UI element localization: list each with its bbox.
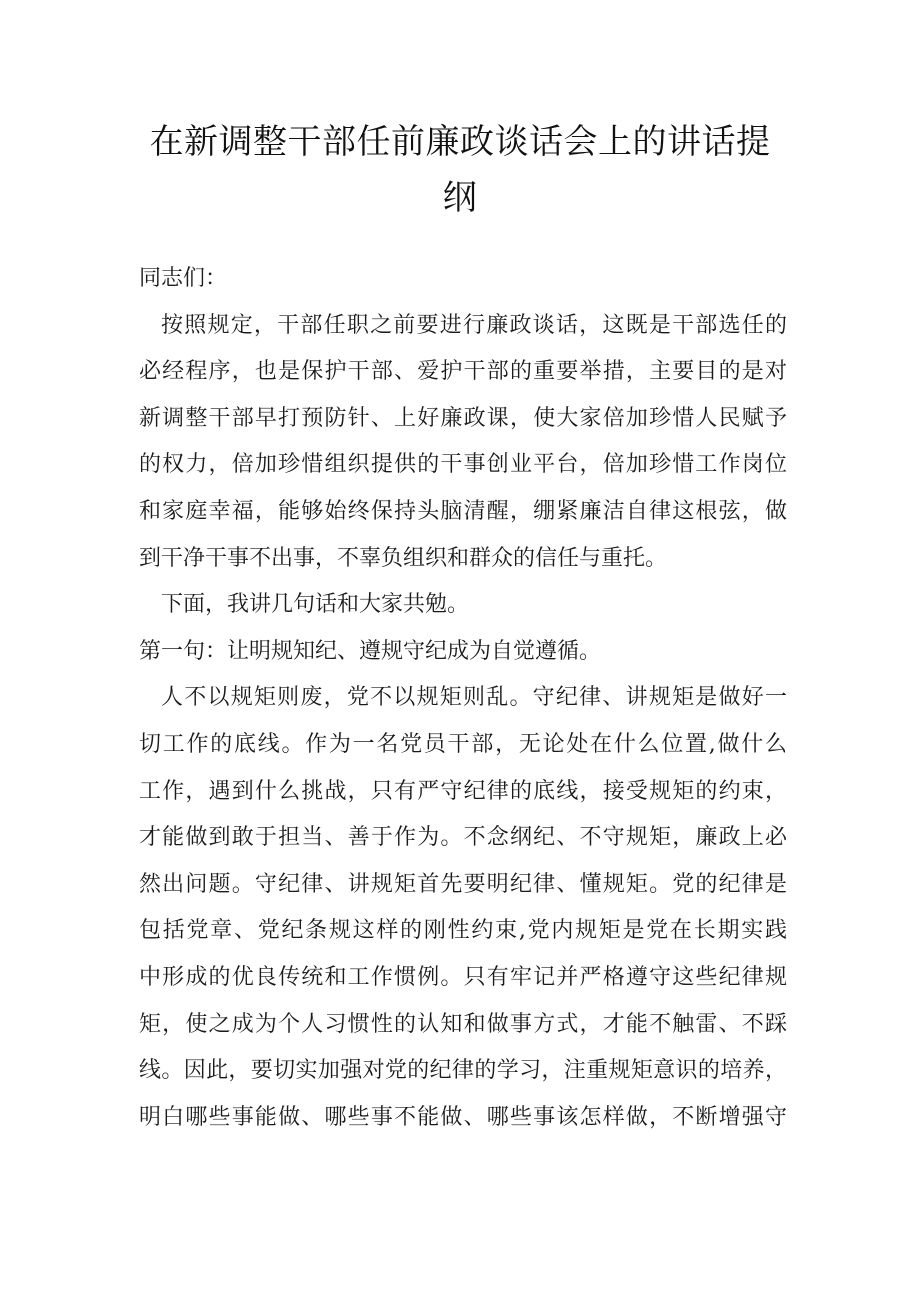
paragraph-line: 和家庭幸福，能够始终保持头脑清醒，绷紧廉洁自律这根弦，做: [139, 498, 787, 524]
document-body: [139, 256, 787, 1141]
paragraph-line: 的权力，倍加珍惜组织提供的干事创业平台，倍加珍惜工作岗位: [139, 452, 787, 478]
paragraph-line: 然出问题。守纪律、讲规矩首先要明纪律、懂规矩。党的纪律是: [139, 871, 787, 897]
paragraph-line: 下面，我讲几句话和大家共勉。: [161, 592, 470, 618]
paragraph-line: 按照规定，干部任职之前要进行廉政谈话，这既是干部选任的: [161, 312, 787, 338]
paragraph-line: 才能做到敢于担当、善于作为。不念纲纪、不守规矩，廉政上必: [139, 825, 787, 851]
paragraph-line: 包括党章、党纪条规这样的刚性约束,党内规矩是党在长期实践: [139, 918, 787, 944]
paragraph-line: 切工作的底线。作为一名党员干部，无论处在什么位置,做什么: [139, 731, 787, 757]
paragraph-line: 线。因此，要切实加强对党的纪律的学习，注重规矩意识的培养，: [139, 1058, 787, 1084]
paragraph-line: 中形成的优良传统和工作惯例。只有牢记并严格遵守这些纪律规: [139, 964, 787, 990]
paragraph-line: 到干净干事不出事，不辜负组织和群众的信任与重托。: [139, 545, 668, 571]
paragraph-line: 明白哪些事能做、哪些事不能做、哪些事该怎样做，不断增强守: [139, 1104, 787, 1130]
paragraph-line: 必经程序，也是保护干部、爱护干部的重要举措，主要目的是对: [139, 359, 787, 385]
title-line: 在新调整干部任前廉政谈话会上的讲话提: [149, 122, 771, 162]
title-line: 纲: [442, 178, 478, 218]
document-title: [120, 114, 800, 226]
paragraph-line: 工作，遇到什么挑战，只有严守纪律的底线，接受规矩的约束，: [139, 778, 787, 804]
paragraph-line: 矩，使之成为个人习惯性的认知和做事方式，才能不触雷、不踩: [139, 1011, 787, 1037]
paragraph-line: 人不以规矩则废，党不以规矩则乱。守纪律、讲规矩是做好一: [161, 685, 787, 711]
paragraph-line: 新调整干部早打预防针、上好廉政课，使大家倍加珍惜人民赋予: [139, 405, 787, 431]
salutation: 同志们：: [139, 266, 228, 291]
section-heading: 第一句：让明规知纪、遵规守纪成为自觉遵循。: [139, 638, 602, 664]
